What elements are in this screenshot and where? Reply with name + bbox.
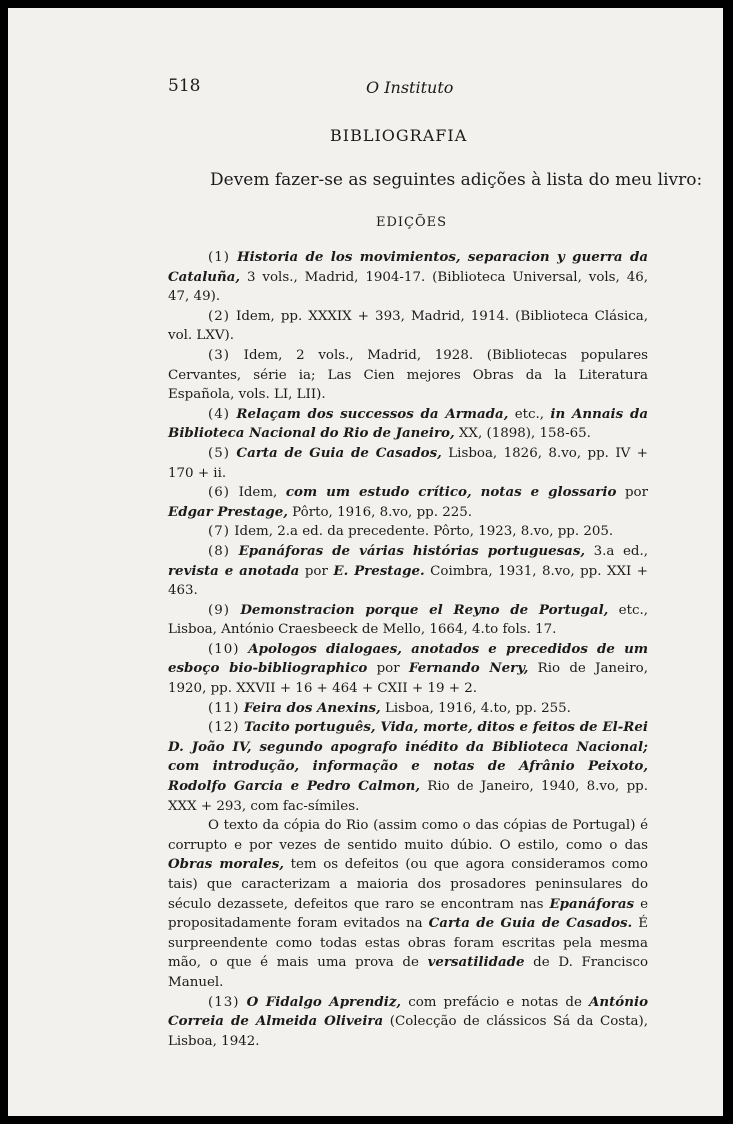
entry-1: (1) Historia de los movimientos, separacion y guerra da Cataluña, 3 vols., Madrid, 1904-17. (Biblioteca Universal, vols, 46, 47, 49). (168, 249, 648, 305)
document-page (8, 8, 723, 1116)
entry-4: (4) Relaçam dos successos da Armada, etc., in Annais da Biblioteca Nacional do Rio de Janeiro, XX, (1898), 158-65. (168, 405, 648, 442)
entry-5: (5) Carta de Guia de Casados, Lisboa, 1826, 8.vo, pp. IV + 170 + ii. (168, 444, 648, 481)
commentary-paragraph: O texto da cópia do Rio (assim como o das cópias de Portugal) é corrupto e por vezes de sentido muito dúbio. O estilo, como o das Obras morales, tem os defeitos (ou que agora consideramos como tais) que caracterizam a maioria dos prosadores peninsulares do século dezassete, defeitos que raro se encontram nas Epanáforas e propositadamente foram evitados na Carta de Guia de Casados. É surpreendente como todas estas obras foram escritas pela mesma mão, o que é mais uma prova de versatilidade de D. Francisco Manuel. (168, 818, 649, 990)
entry-2: (2) Idem, pp. XXXIX + 393, Madrid, 1914. (Biblioteca Clásica, vol. LXV). (168, 308, 648, 344)
entry-12: (12) Tacito português, Vida, morte, ditos e feitos de El-Rei D. João IV, segundo apografo inédito da Biblioteca Nacional; com introdução, informação e notas de Afrânio Peixoto, Rodolfo Garcia e Pedro Calmon, Rio de Janeiro, 1940, 8.vo, pp. XXX + 293, com fac-símiles. (168, 719, 648, 814)
entry-6: (6) Idem, com um estudo crítico, notas e glossario por Edgar Prestage, Pôrto, 1916, 8.vo, pp. 225. (168, 484, 648, 520)
entry-3: (3) Idem, 2 vols., Madrid, 1928. (Bibliotecas populares Cervantes, série ia; Las Cien mejores Obras da la Literatura Española, vols. LI, LII). (168, 347, 648, 403)
page-number: 518 (168, 76, 201, 96)
intro-sentence: Devem fazer-se as seguintes adições à lista do meu livro: (210, 170, 703, 190)
running-title: O Instituto (366, 78, 454, 97)
section-title: BIBLIOGRAFIA (330, 126, 468, 145)
subsection-title: EDIÇÕES (376, 215, 448, 230)
entry-10: (10) Apologos dialogaes, anotados e precedidos de um esboço bio-bibliographico por Fernando Nery, Rio de Janeiro, 1920, pp. XXVII + 16 + 464 + CXII + 19 + 2. (168, 640, 648, 697)
entry-11: (11) Feira dos Anexins, Lisboa, 1916, 4.to, pp. 255. (208, 699, 571, 716)
entry-13: (13) O Fidalgo Aprendiz, com prefácio e notas de António Correia de Almeida Oliveira (Colecção de clássicos Sá da Costa), Lisboa, 1942. (168, 993, 648, 1049)
entry-9: (9) Demonstracion porque el Reyno de Portugal, etc., Lisboa, António Craesbeeck de Mello, 1664, 4.to fols. 17. (168, 601, 648, 638)
bibliography-body (168, 248, 648, 1051)
entry-8: (8) Epanáforas de várias histórias portuguesas, 3.a ed., revista e anotada por E. Prestage. Coimbra, 1931, 8.vo, pp. XXI + 463. (168, 542, 648, 599)
entry-7: (7) Idem, 2.a ed. da precedente. Pôrto, 1923, 8.vo, pp. 205. (208, 524, 614, 540)
